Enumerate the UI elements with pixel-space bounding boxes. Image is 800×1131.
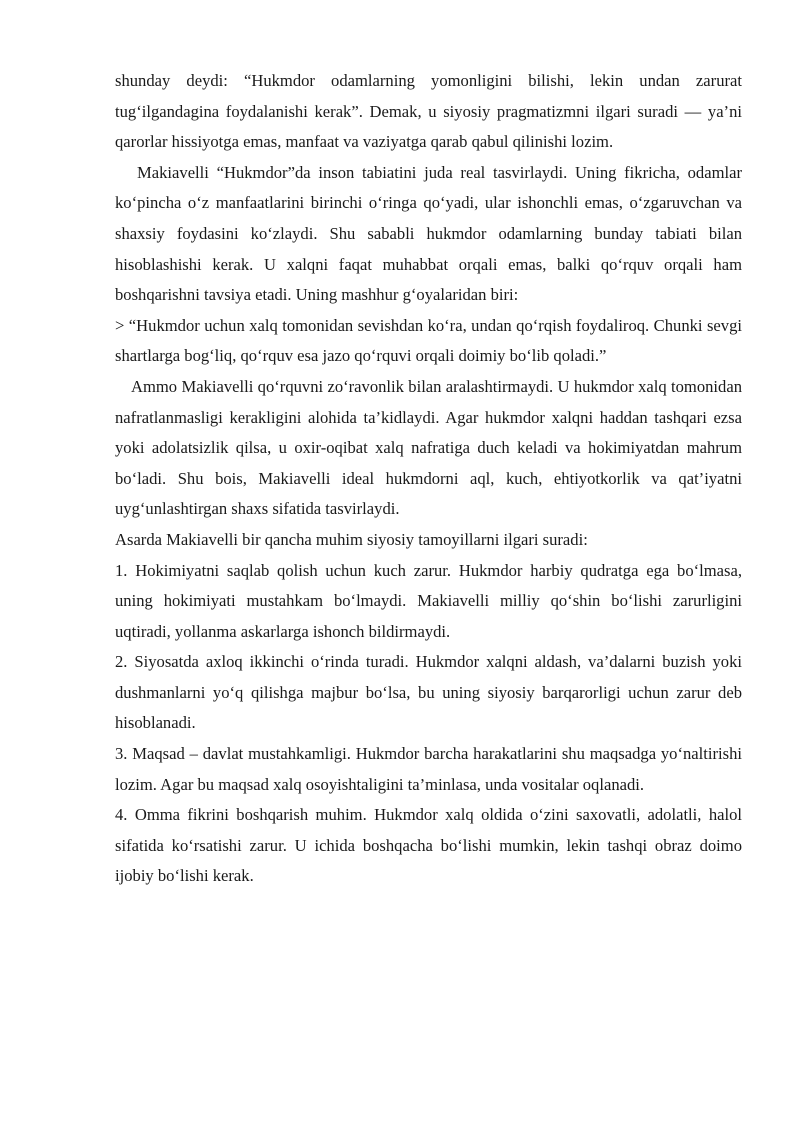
document-page xyxy=(115,66,742,892)
paragraph-pragmatism: shunday deydi: “Hukmdor odamlarning yomonligini bilishi, lekin undan zarurat tug‘ilgandagina foydalanishi kerak”. Demak, u siyosiy pragmatizmni ilgari suradi — ya’ni qarorlar hissiyotga emas, manfaat va vaziyatga qarab qabul qilinishi lozim. xyxy=(115,71,742,152)
paragraph-principles-intro: Asarda Makiavelli bir qancha muhim siyosiy tamoyillarni ilgari suradi: xyxy=(115,529,588,549)
paragraph-human-nature: Makiavelli “Hukmdor”da inson tabiatini juda real tasvirlaydi. Uning fikricha, odamlar ko‘pincha o‘z manfaatlarini birinchi o‘ringa qo‘yadi, ular ishonchli emas, o‘zgaruvchan va shaxsiy foydasini ko‘zlaydi. Shu sababli hukmdor odamlarning bunday tabiati bilan hisoblashishi kerak. U xalqni faqat muhabbat orqali emas, balki qo‘rquv orqali ham boshqarishni tavsiya etadi. Uning mashhur g‘oyalaridan biri: xyxy=(115,162,742,305)
paragraph-fear-not-violence: Ammo Makiavelli qo‘rquvni zo‘ravonlik bilan aralashtirmaydi. U hukmdor xalq tomonidan nafratlanmasligi kerakligini alohida ta’kidlaydi. Agar hukmdor xalqni haddan tashqari ezsa yoki adolatsizlik qilsa, u oxir-oqibat xalq nafratiga duch keladi va hokimiyatdan mahrum bo‘ladi. Shu bois, Makiavelli ideal hukmdorni aql, kuch, ehtiyotkorlik va qat’iyatni uyg‘unlashtirgan shaxs sifatida tasvirlaydi. xyxy=(115,376,742,519)
blockquote-fear-vs-love: > “Hukmdor uchun xalq tomonidan sevishdan ko‘ra, undan qo‘rqish foydaliroq. Chunki sevgi shartlarga bog‘liq, qo‘rquv esa jazo qo‘rquvi orqali doimiy bo‘lib qoladi.” xyxy=(115,315,742,366)
list-item-principle-3: 3. Maqsad – davlat mustahkamligi. Hukmdor barcha harakatlarini shu maqsadga yo‘naltirishi lozim. Agar bu maqsad xalq osoyishtaligini ta’minlasa, unda vositalar oqlanadi. xyxy=(115,744,742,794)
list-item-principle-1: 1. Hokimiyatni saqlab qolish uchun kuch zarur. Hukmdor harbiy qudratga ega bo‘lmasa, uning hokimiyati mustahkam bo‘lmaydi. Makiavelli milliy qo‘shin bo‘lishi zarurligini uqtiradi, yollanma askarlarga ishonch bildirmaydi. xyxy=(115,560,742,641)
list-item-principle-4: 4. Omma fikrini boshqarish muhim. Hukmdor xalq oldida o‘zini saxovatli, adolatli, halol sifatida ko‘rsatishi zarur. U ichida boshqacha bo‘lishi mumkin, lekin tashqi obraz doimo ijobiy bo‘lishi kerak. xyxy=(115,805,742,886)
list-item-principle-2: 2. Siyosatda axloq ikkinchi o‘rinda turadi. Hukmdor xalqni aldash, va’dalarni buzish yoki dushmanlarni yo‘q qilishga majbur bo‘lsa, bu uning siyosiy barqarorligi uchun zarur deb hisoblanadi. xyxy=(115,652,742,733)
